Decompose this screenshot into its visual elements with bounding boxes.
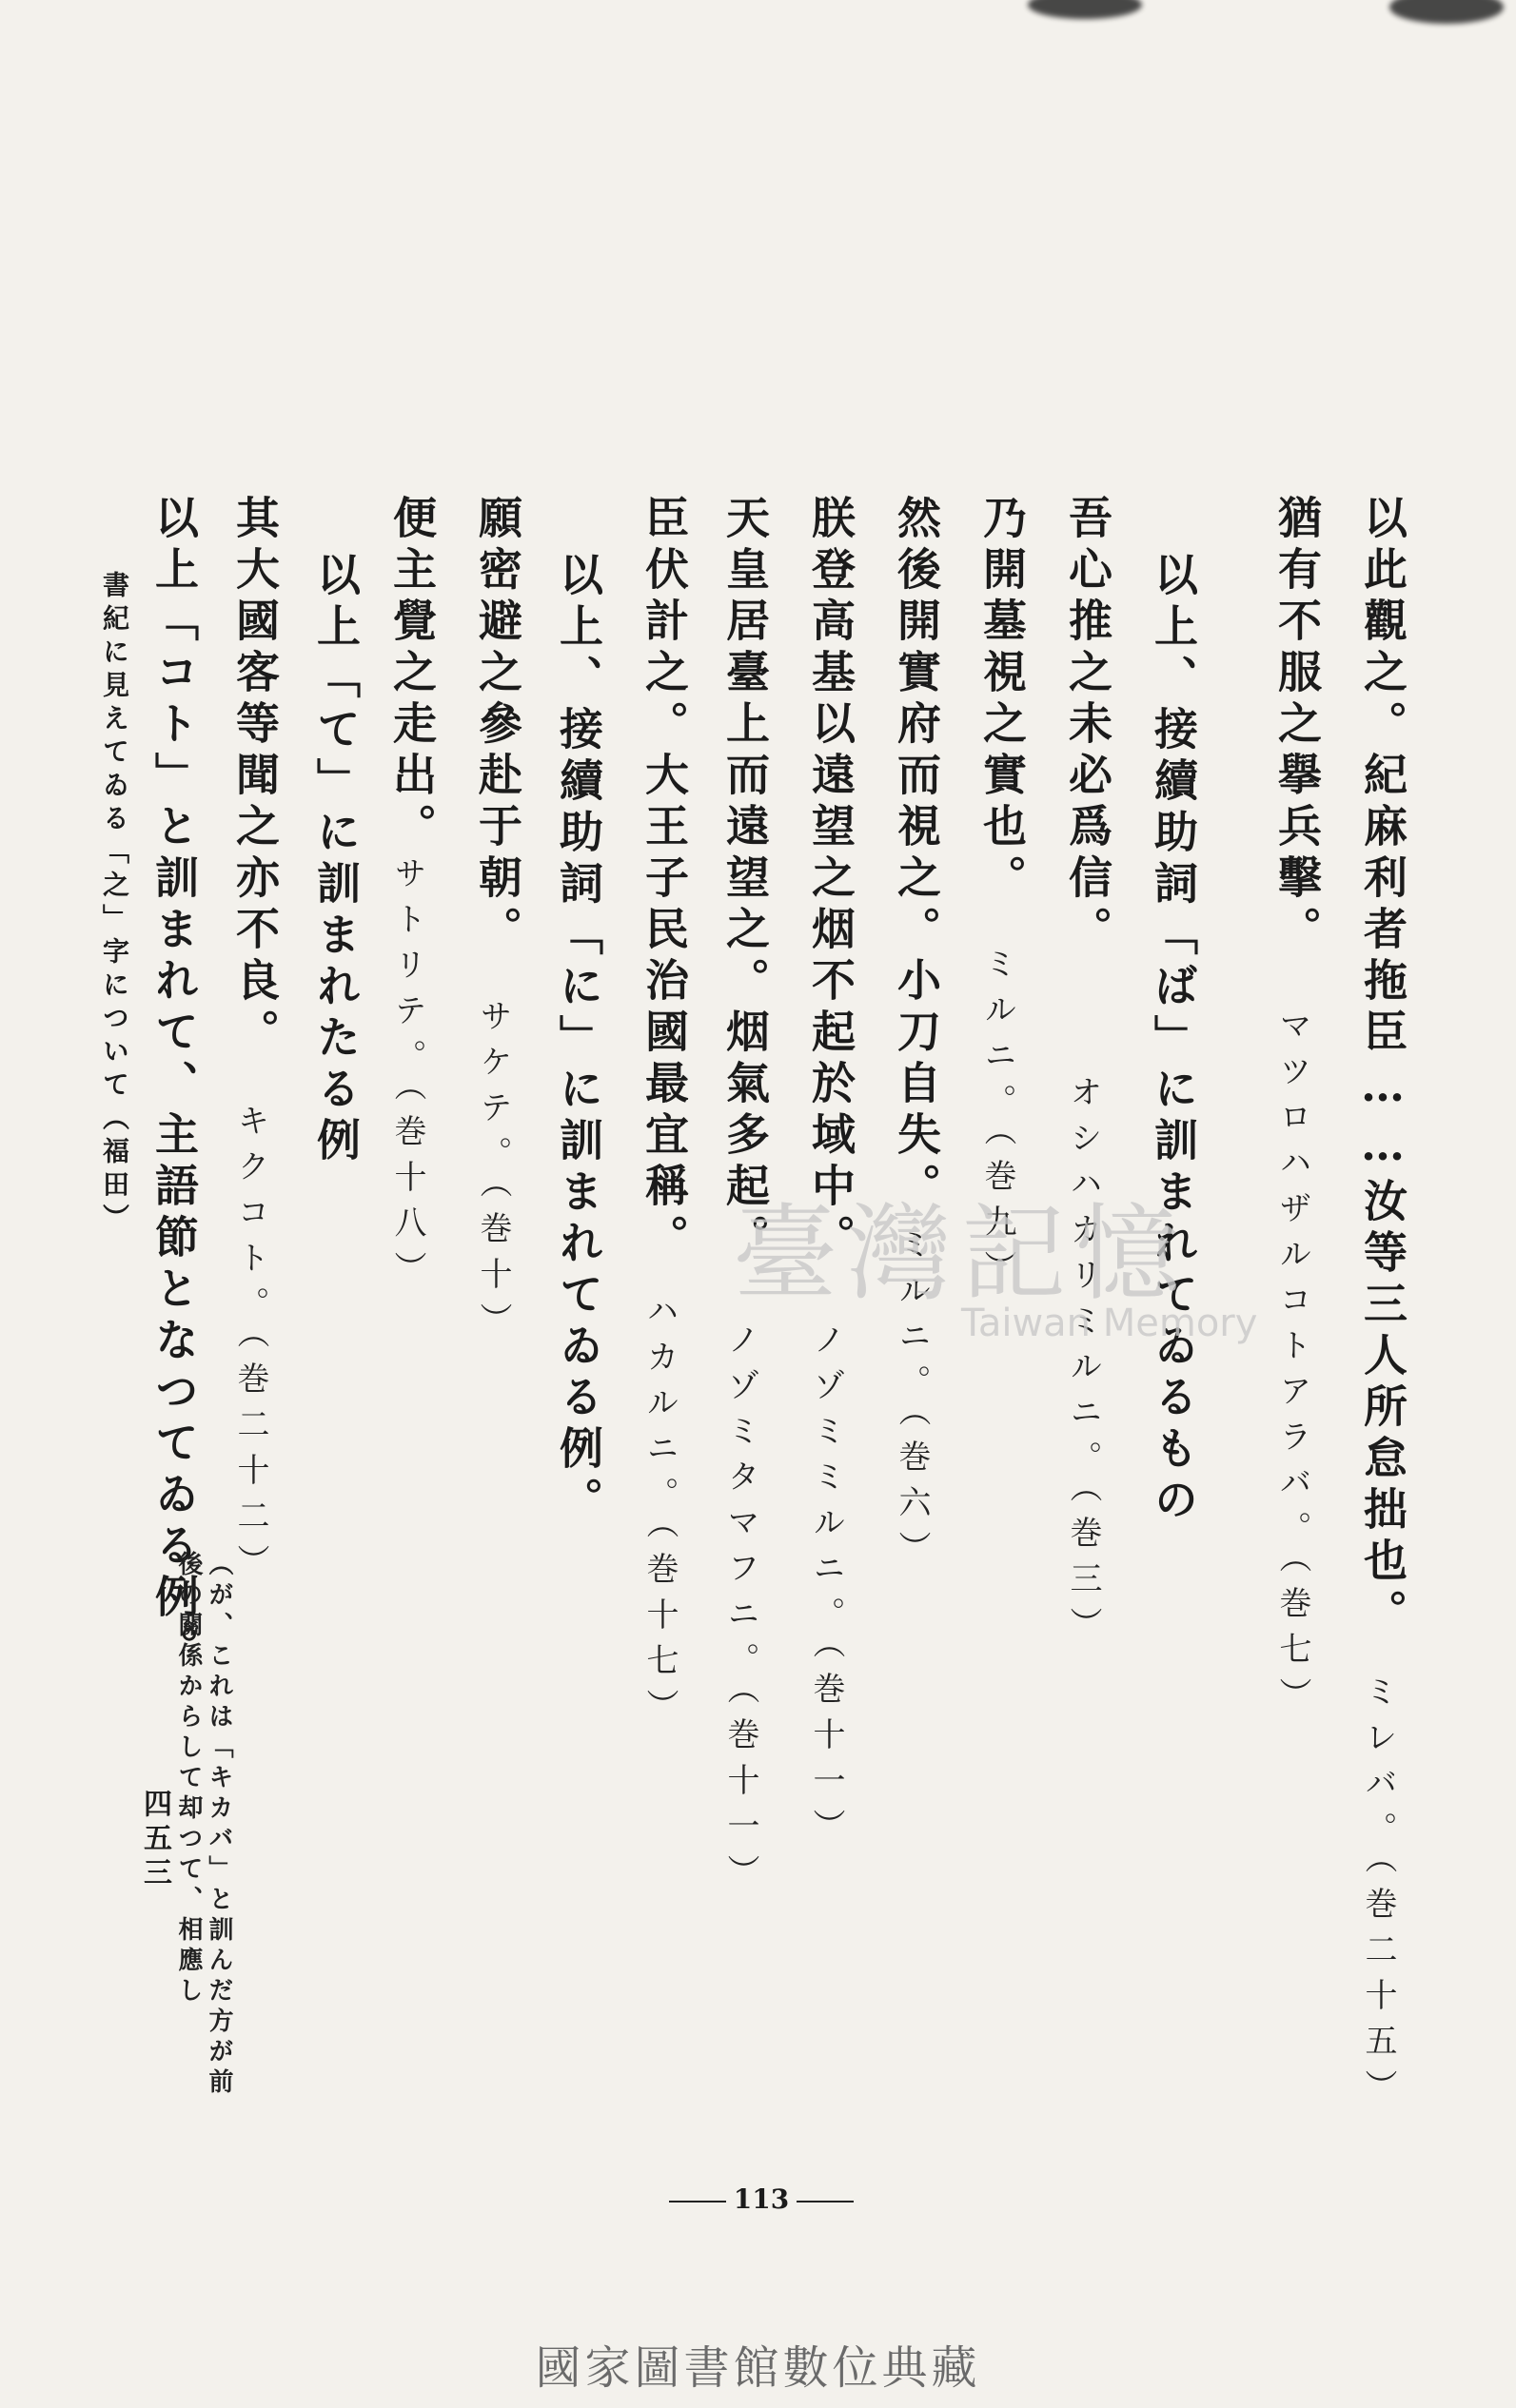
watermark-chinese: 臺灣記憶 xyxy=(733,1193,1190,1315)
text-column: 其大國客等聞之亦不良。 xyxy=(229,495,281,1060)
text-column: 以上「て」に訓まれたる例 xyxy=(310,552,362,1168)
text-column: 以上、接續助詞「ば」に訓まれてゐるもの xyxy=(1148,552,1199,1528)
text-column: 吾心推之未必爲信。 xyxy=(1062,495,1113,957)
text-column: 猶有不服之擧兵擊。 xyxy=(1271,495,1323,957)
watermark-english: Taiwan Memory xyxy=(961,1302,1258,1345)
page-number xyxy=(647,2183,876,2215)
text-column: 願密避之參赴于朝。 xyxy=(472,495,523,957)
running-footer: 書紀に見えてゐる「之」字について（福田） xyxy=(99,571,130,1237)
text-column: 以上、接續助詞「に」に訓まれてゐる例。 xyxy=(553,552,604,1528)
kana-reading: ノゾミタマフニ。（巻十一） xyxy=(721,1322,759,1900)
kana-reading: ミレバ。（巻二十五） xyxy=(1359,1674,1397,2115)
text-column: 以上「コト」と訓まれて、主語節となつてゐる例。 xyxy=(148,495,200,1676)
text-column: 朕登高基以遠望之烟不起於域中。 xyxy=(805,495,856,1265)
kana-reading: オシハカリミルニ。（巻三） xyxy=(1064,1075,1102,1653)
kana-reading: サケテ。（巻十） xyxy=(474,999,512,1348)
annotation-note: （が、これは「キカバ」と訓んだ方が前 xyxy=(205,1551,233,2099)
kana-reading: ハカルニ。（巻十七） xyxy=(640,1294,679,1734)
annotation-note: 後の關係からして却つて、相應し xyxy=(174,1551,203,2007)
page-number-text: 113 xyxy=(733,2183,790,2215)
scan-blot-left xyxy=(1028,0,1142,19)
right-dash xyxy=(797,2201,854,2202)
scan-blot-right xyxy=(1389,0,1504,24)
left-dash xyxy=(669,2201,726,2202)
kana-reading: キクコト。（巻二十二） xyxy=(231,1104,269,1590)
text-column: 天皇居臺上而遠望之。烟氣多起。 xyxy=(719,495,771,1265)
text-column: 乃開墓視之實也。 xyxy=(976,495,1028,906)
kana-reading: ノゾミミルニ。（巻十一） xyxy=(807,1322,845,1854)
text-column: 便主覺之走出。 xyxy=(386,495,438,854)
side-page-number: 四五三 xyxy=(138,1789,171,1891)
library-credit: 國家圖書館數位典藏 xyxy=(535,2341,981,2395)
watermark xyxy=(733,1170,1257,1345)
text-column: 臣伏計之。大王子民治國最宜稱。 xyxy=(639,495,690,1265)
kana-reading: マツロハザルコトアラバ。（巻七） xyxy=(1273,1008,1311,1723)
kana-reading: ミルニ。（巻六） xyxy=(893,1227,931,1576)
kana-reading: ミルニ。（巻九） xyxy=(978,947,1016,1296)
text-column: 以此觀之。紀麻利者拖臣……汝等三人所怠拙也。 xyxy=(1357,495,1408,1640)
kana-reading: サトリテ。（巻十八） xyxy=(388,856,426,1297)
text-column: 然後開實府而視之。小刀自失。 xyxy=(891,495,942,1214)
